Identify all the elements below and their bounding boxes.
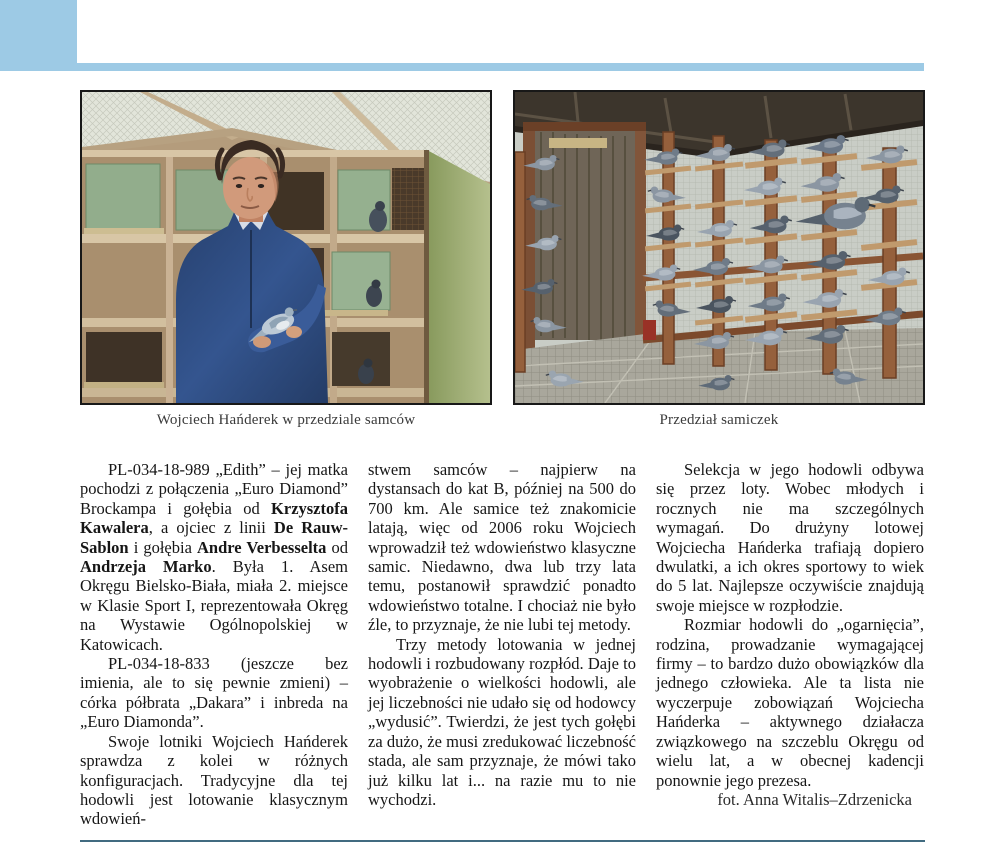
bottom-rule xyxy=(80,840,925,842)
paragraph: Rozmiar hodowli do „ogarnięcia”, rodzina, prowadzanie wymagającej firmy – to bardzo dużo obowiązków dla jednego człowieka. Ale ta lista nie wyczerpuje zobowiązań Wojciecha Hańderka – aktywnego działacza związkowego na szczeblu Okręgu od wielu lat, a w obecnej kadencji ponownie jego prezesa. xyxy=(656,615,924,790)
article-body xyxy=(80,460,925,829)
photo-male-compartment xyxy=(80,90,492,405)
paragraph: PL-034-18-989 „Edith” – jej matka pochodzi z połączenia „Euro Diamond” Brockampa i gołębia od Krzysztofa Kawalera, a ojciec z linii De Rauw-Sablon i gołębia Andre Verbesselta od Andrzeja Marko. Była 1. Asem Okręgu Bielsko-Biała, miała 2. miejsce w Klasie Sport I, reprezentowała Okręg na Wystawie Ogólnopolskiej w Katowicach. xyxy=(80,460,348,654)
page-accent-square xyxy=(0,0,77,64)
loft-interior-illustration xyxy=(82,92,490,403)
red-box xyxy=(643,320,656,340)
caption-right-photo: Przedział samiczek xyxy=(659,412,779,428)
page-accent-bar xyxy=(0,63,924,71)
green-partition-wall xyxy=(424,150,490,403)
paragraph: PL-034-18-833 (jeszcze bez imienia, ale to się pewnie zmieni) – córka półbrata „Dakara” i inbreda na „Euro Diamonda”. xyxy=(80,654,348,732)
article-column-3 xyxy=(656,460,924,829)
aviary-illustration xyxy=(515,92,923,403)
caption-left-photo: Wojciech Hańderek w przedziale samców xyxy=(156,412,416,428)
paragraph: stwem samców – najpierw na dystansach do kat B, później na 500 do 700 km. Ale samice też znakomicie latają, więc od 2006 roku Wojciech wprowadził też wdowieństwo klasyczne samic. Niedawno, dwa lub trzy lata temu, postanowił sprawdzić ponadto wdowieństwo totalne. I chociaż nie było źle, to przyznaje, że nie lubi tej metody. xyxy=(368,460,636,635)
article-column-1 xyxy=(80,460,348,829)
photo-female-compartment xyxy=(513,90,925,405)
paragraph: Trzy metody lotowania w jednej hodowli i rozbudowany rozpłód. Daje to wyobrażenie o wielkości hodowli, ale jej liczebności nie udało się od hodowcy „wydusić”. Twierdzi, że jest tych gołębi za dużo, że musi zredukować liczebność stada, ale sam przyznaje, że mówi tako już kilku lat i... na razie mu to nie wychodzi. xyxy=(368,634,636,809)
paragraph: Selekcja w jego hodowli odbywa się przez loty. Wobec młodych i rocznych nie ma szczególnych wymagań. Do drużyny lotowej Wojciecha Hańderka trafiają dopiero dwulatki, a ich okres sportowy to wiek do 5 lat. Najlepsze oczywiście znajdują swoje miejsce w rozpłodzie. xyxy=(656,460,924,615)
article-column-2 xyxy=(368,460,636,829)
photo-credit: fot. Anna Witalis–Zdrzenicka xyxy=(717,789,912,809)
paragraph: Swoje lotniki Wojciech Hańderek sprawdza z kolei w różnych konfiguracjach. Tradycyjne dla tej hodowli jest lotowanie klasycznym wdowień- xyxy=(80,731,348,829)
